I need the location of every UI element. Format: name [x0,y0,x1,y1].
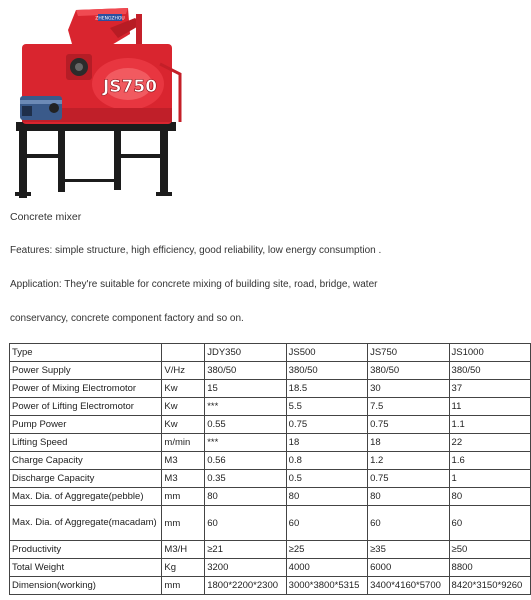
table-cell: M3 [162,452,205,470]
table-row [10,398,531,416]
table-cell: *** [205,398,286,416]
table-cell: 0.8 [286,452,367,470]
table-cell: 1.6 [449,452,530,470]
table-cell: 0.35 [205,470,286,488]
header-cell: JS1000 [449,344,530,362]
table-cell: 3400*4160*5700 [368,577,449,595]
table-cell: m/min [162,434,205,452]
table-cell: 4000 [286,559,367,577]
table-cell: Max. Dia. of Aggregate(macadam) [10,506,162,541]
header-cell [162,344,205,362]
table-cell: 60 [449,506,530,541]
table-cell: 80 [205,488,286,506]
application-text-line2: conservancy, concrete component factory and so on. [10,313,244,324]
table-cell: 80 [286,488,367,506]
table-cell: 380/50 [286,362,367,380]
brand-badge-text: ZHENGZHOU [95,16,125,22]
table-cell: 80 [368,488,449,506]
header-cell: JDY350 [205,344,286,362]
table-cell: ≥50 [449,541,530,559]
table-cell: Dimension(working) [10,577,162,595]
header-cell: Type [10,344,162,362]
table-cell: Kw [162,416,205,434]
mixer-stand [15,122,176,198]
table-cell: *** [205,434,286,452]
table-cell: Max. Dia. of Aggregate(pebble) [10,488,162,506]
table-cell: 0.56 [205,452,286,470]
table-row [10,434,531,452]
table-cell: Power Supply [10,362,162,380]
table-cell: 0.75 [286,416,367,434]
table-cell: Lifting Speed [10,434,162,452]
table-cell: Kw [162,380,205,398]
table-cell: 80 [449,488,530,506]
table-cell: 18 [286,434,367,452]
table-cell: mm [162,488,205,506]
table-cell: 3000*3800*5315 [286,577,367,595]
table-cell: 0.5 [286,470,367,488]
concrete-mixer-photo [10,4,188,202]
table-cell: 1.2 [368,452,449,470]
table-cell: 60 [286,506,367,541]
spec-table [9,343,531,595]
features-text: Features: simple structure, high efficiency, good reliability, low energy consumption . [10,245,382,256]
table-cell: 7.5 [368,398,449,416]
table-cell: Kw [162,398,205,416]
table-row [10,559,531,577]
table-row [10,488,531,506]
table-row [10,416,531,434]
table-cell: 1.1 [449,416,530,434]
table-cell: 380/50 [449,362,530,380]
table-cell: 60 [205,506,286,541]
table-cell: Total Weight [10,559,162,577]
header-cell: JS750 [368,344,449,362]
table-row [10,470,531,488]
table-cell: 380/50 [368,362,449,380]
table-cell: 1800*2200*2300 [205,577,286,595]
table-cell: Charge Capacity [10,452,162,470]
table-cell: Discharge Capacity [10,470,162,488]
table-cell: Kg [162,559,205,577]
table-cell: 37 [449,380,530,398]
table-row [10,541,531,559]
table-cell: 15 [205,380,286,398]
table-cell: 22 [449,434,530,452]
table-cell: 60 [368,506,449,541]
table-cell: Power of Lifting Electromotor [10,398,162,416]
table-header-row [10,344,531,362]
table-cell: mm [162,506,205,541]
table-cell: 18.5 [286,380,367,398]
table-cell: 8420*3150*9260 [449,577,530,595]
table-cell: ≥21 [205,541,286,559]
table-cell: 18 [368,434,449,452]
table-cell: M3 [162,470,205,488]
table-cell: ≥35 [368,541,449,559]
table-row [10,452,531,470]
table-cell: 30 [368,380,449,398]
table-cell: 0.75 [368,416,449,434]
header-cell: JS500 [286,344,367,362]
table-cell: Pump Power [10,416,162,434]
table-cell: 8800 [449,559,530,577]
table-row [10,577,531,595]
table-row [10,380,531,398]
table-cell: Productivity [10,541,162,559]
table-cell: mm [162,577,205,595]
table-cell: 5.5 [286,398,367,416]
product-caption: Concrete mixer [10,211,82,223]
table-cell: 380/50 [205,362,286,380]
table-cell: 0.75 [368,470,449,488]
table-row [10,506,531,541]
table-cell: V/Hz [162,362,205,380]
table-cell: 1 [449,470,530,488]
table-row [10,362,531,380]
table-cell: ≥25 [286,541,367,559]
table-cell: 6000 [368,559,449,577]
application-text-line1: Application: They're suitable for concrete mixing of building site, road, bridge, water [10,279,378,290]
table-cell: 3200 [205,559,286,577]
table-cell: 11 [449,398,530,416]
table-cell: Power of Mixing Electromotor [10,380,162,398]
drum-model-label: JS750 [102,77,158,97]
table-cell: M3/H [162,541,205,559]
mixer-motor [20,96,62,120]
table-cell: 0.55 [205,416,286,434]
